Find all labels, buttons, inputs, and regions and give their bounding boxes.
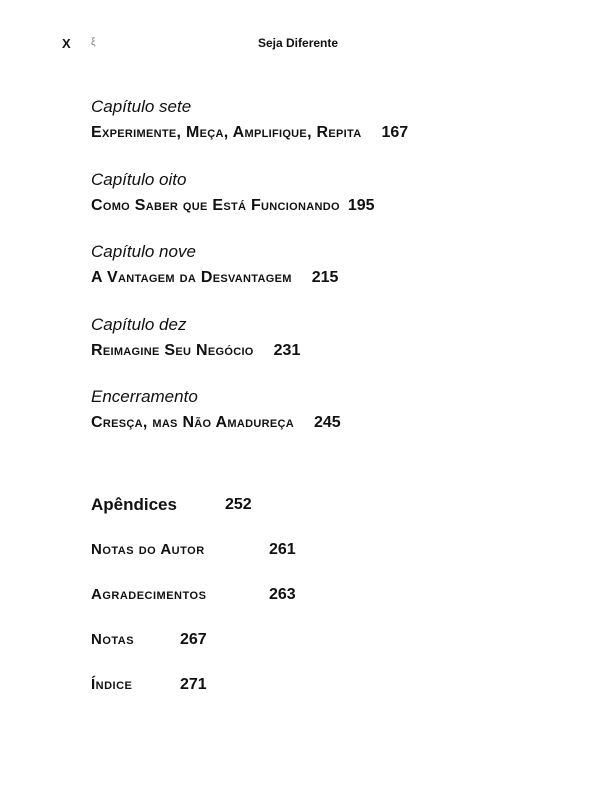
toc-entry-author-notes[interactable] (91, 538, 296, 583)
chapter-title: Experimente, Meça, Amplifique, Repita (91, 124, 362, 141)
chapter-label: Capítulo nove (91, 242, 196, 261)
back-matter-page: 263 (269, 586, 296, 603)
back-matter-page: 252 (225, 496, 252, 513)
toc-entry-chapter-eight[interactable] (91, 169, 408, 242)
chapter-page: 167 (381, 124, 409, 141)
toc-entry-notes[interactable] (91, 628, 206, 673)
toc-entry-appendices[interactable] (91, 493, 252, 538)
back-matter-title: Notas do Autor (91, 541, 205, 558)
page-number: X (62, 36, 71, 51)
chapter-title: A Vantagem da Desvantagem (91, 269, 292, 286)
toc-entry-chapter-nine[interactable] (91, 241, 408, 314)
chapter-label: Capítulo dez (91, 314, 187, 334)
gutter-mark: ξ (91, 37, 96, 48)
toc-entry-closing[interactable] (91, 386, 408, 459)
back-matter-title: Apêndices (91, 495, 177, 514)
back-matter-page: 267 (180, 631, 207, 648)
toc-entry-acknowledgments[interactable] (91, 583, 296, 628)
chapter-page: 195 (347, 196, 375, 214)
toc-entry-index[interactable] (91, 673, 206, 718)
back-matter-page: 271 (180, 676, 207, 693)
chapter-page: 215 (311, 269, 339, 286)
chapter-label: Capítulo sete (91, 97, 192, 116)
back-matter-page: 261 (269, 541, 296, 558)
chapter-title: Como Saber que Está Funcionando (91, 196, 340, 214)
chapter-page: 231 (273, 341, 301, 359)
back-matter-title: Índice (91, 676, 133, 693)
running-title: Seja Diferente (258, 36, 339, 50)
chapter-label: Encerramento (91, 387, 198, 406)
toc-back-matter (91, 493, 296, 718)
chapter-title: Reimagine Seu Negócio (91, 341, 254, 359)
toc-entry-chapter-ten[interactable] (91, 314, 408, 387)
back-matter-title: Agradecimentos (91, 586, 207, 603)
chapter-title: Cresça, mas Não Amadureça (91, 414, 294, 431)
chapter-page: 245 (313, 414, 341, 431)
back-matter-title: Notas (91, 631, 135, 648)
toc-chapters (91, 96, 408, 459)
toc-entry-chapter-seven[interactable] (91, 96, 408, 169)
chapter-label: Capítulo oito (91, 169, 187, 189)
